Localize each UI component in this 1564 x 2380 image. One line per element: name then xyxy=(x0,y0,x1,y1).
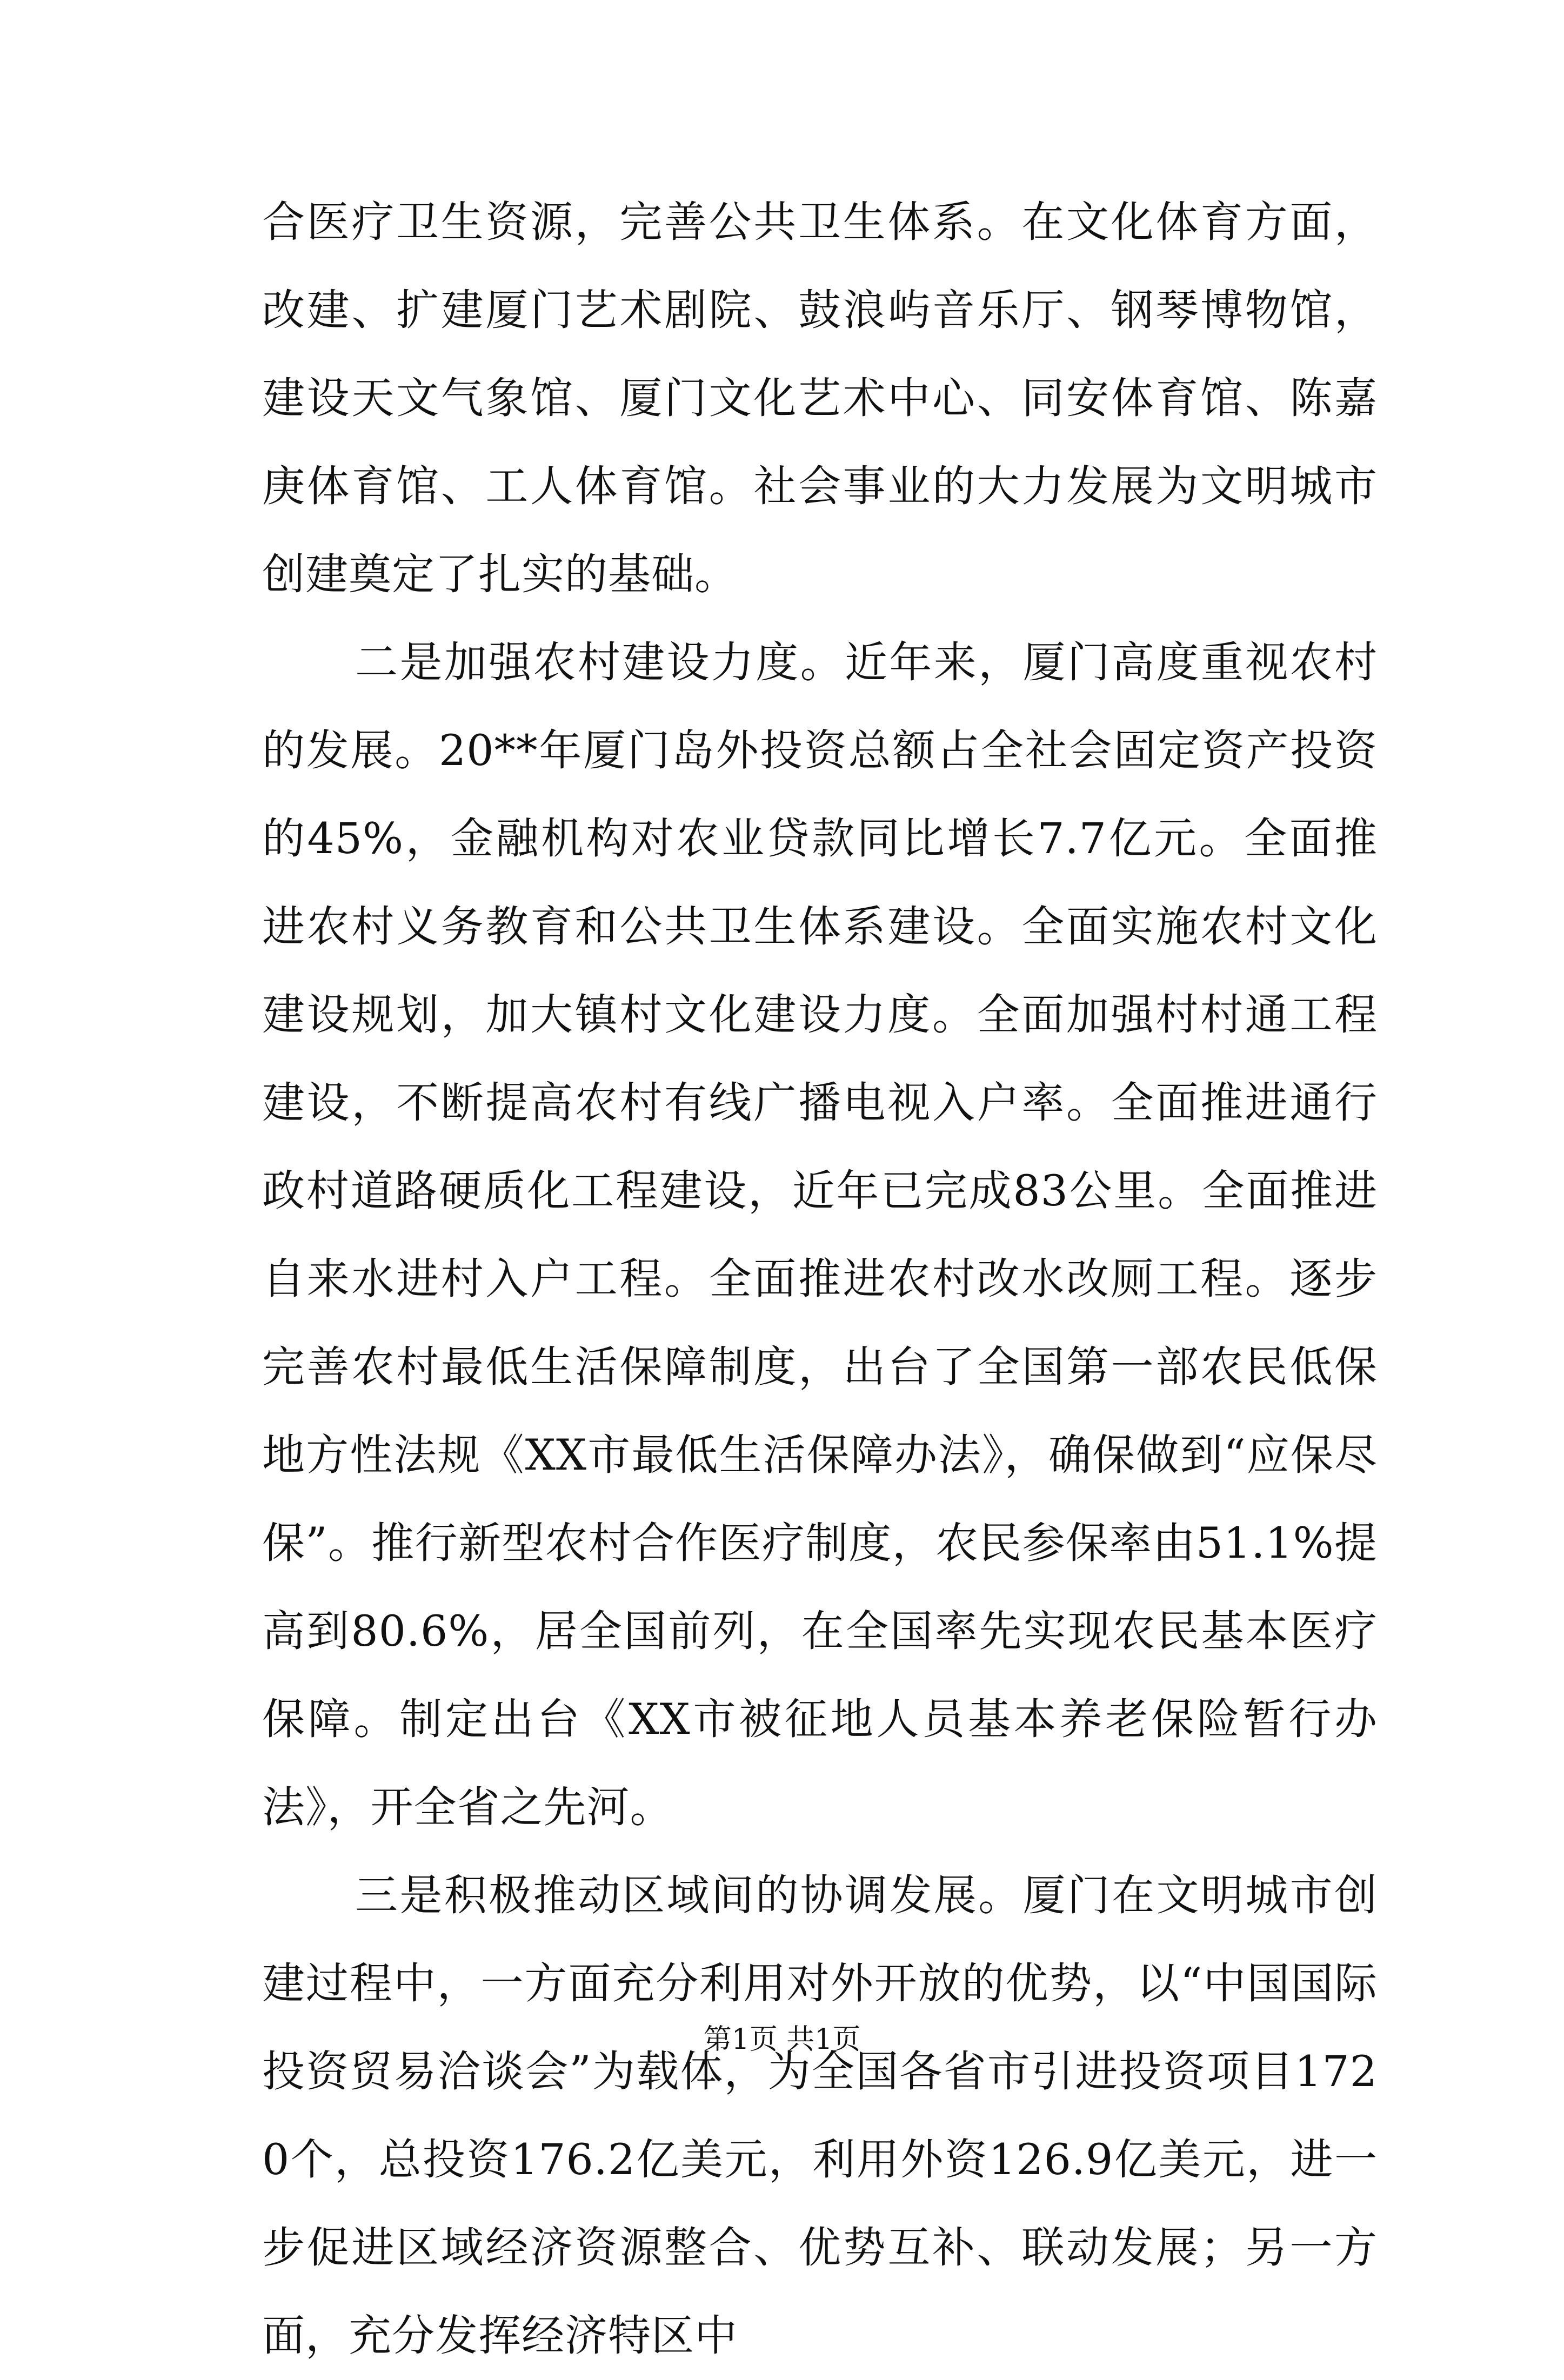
paragraph-3: 三是积极推动区域间的协调发展。厦门在文明城市创建过程中，一方面充分利用对外开放的优势，以“中国国际投资贸易洽谈会”为载体，为全国各省市引进投资项目1720个，总投资176.2亿美元，利用外资126.9亿美元，进一步促进区域经济资源整合、优势互补、联动发展；另一方面，充分发挥经济特区中 xyxy=(262,1871,1378,2361)
paragraph-1: 合医疗卫生资源，完善公共卫生体系。在文化体育方面，改建、扩建厦门艺术剧院、鼓浪屿音乐厅、钢琴博物馆，建设天文气象馆、厦门文化艺术中心、同安体育馆、陈嘉庚体育馆、工人体育馆。社会事业的大力发展为文明城市创建奠定了扎实的基础。 xyxy=(262,197,1378,599)
paragraph-2: 二是加强农村建设力度。近年来，厦门高度重视农村的发展。20**年厦门岛外投资总额占全社会固定资产投资的45%，金融机构对农业贷款同比增长7.7亿元。全面推进农村义务教育和公共卫生体系建设。全面实施农村文化建设规划，加大镇村文化建设力度。全面加强村村通工程建设，不断提高农村有线广播电视入户率。全面推进通行政村道路硬质化工程建设，近年已完成83公里。全面推进自来水进村入户工程。全面推进农村改水改厕工程。逐步完善农村最低生活保障制度，出台了全国第一部农民低保地方性法规《XX市最低生活保障办法》，确保做到“应保尽保”。推行新型农村合作医疗制度，农民参保率由51.1%提高到80.6%，居全国前列，在全国率先实现农民基本医疗保障。制定出台《XX市被征地人员基本养老保险暂行办法》，开全省之先河。 xyxy=(262,638,1378,1832)
page-footer: 第1页 共1页 xyxy=(703,2023,861,2056)
